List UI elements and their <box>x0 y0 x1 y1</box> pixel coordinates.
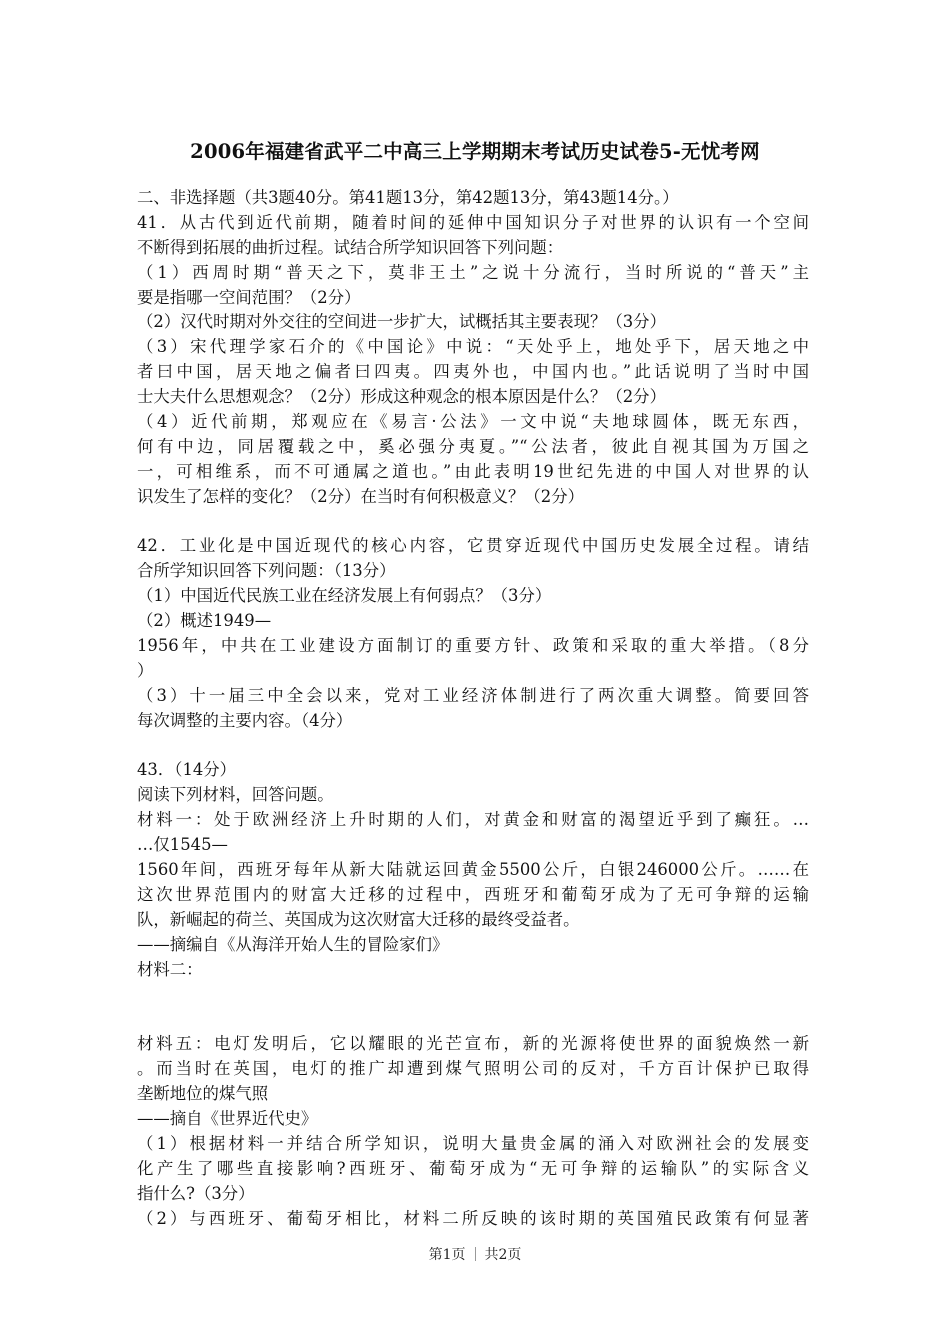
q43-heading: 43．（14分） <box>137 760 237 780</box>
material-5-line-1: 材料五：电灯发明后，它以耀眼的光芒宣布，新的光源将使世界的面貌焕然一新 <box>137 1034 809 1054</box>
document-title: 2006年福建省武平二中高三上学期期末考试历史试卷5-无忧考网 <box>190 140 760 163</box>
paragraph-gap <box>137 510 809 535</box>
section-heading: 二、非选择题（共3题40分。第41题13分，第42题13分，第43题14分。） <box>137 188 679 207</box>
material-1-line-3: 1560年间，西班牙每年从新大陆就运回黄金5500公斤，白银246000公斤。……在 <box>137 860 809 880</box>
page-footer <box>0 1245 950 1265</box>
material-1-line-4: 这次世界范围内的财富大迁移的过程中，西班牙和葡萄牙成为了无可争辩的运输 <box>137 884 809 904</box>
q41-part1-line-2: 要是指哪一空间范围？（2分） <box>137 287 361 307</box>
q41-part4-line-1: （4）近代前期，郑观应在《易言·公法》一文中说“夫地球圆体，既无东西， <box>137 412 809 432</box>
q41-part4-line-2: 何有中边，同居覆载之中，奚必强分夷夏。”“公法者，彼此自视其国为万国之 <box>137 436 809 456</box>
total-pages: 共2页 <box>484 1247 522 1263</box>
q42-part3-line-2: 每次调整的主要内容。（4分） <box>137 710 353 730</box>
material-1-line-5: 队，新崛起的荷兰、英国成为这次财富大迁移的最终受益者。 <box>137 909 580 929</box>
footer-divider <box>475 1247 476 1261</box>
q41-part4-line-3: 一，可相维系，而不可通属之道也。”由此表明19世纪先进的中国人对世界的认 <box>137 461 809 481</box>
q42-stem-line-1: 42．工业化是中国近现代的核心内容，它贯穿近现代中国历史发展全过程。请结 <box>137 536 809 556</box>
q43-part1-line-3: 指什么?（3分） <box>137 1183 255 1203</box>
document-body <box>137 186 809 1231</box>
material-1-line-2: …仅1545— <box>137 835 228 855</box>
q43-part2-line-1: （2）与西班牙、葡萄牙相比，材料二所反映的该时期的英国殖民政策有何显著 <box>137 1208 809 1228</box>
q41-part3-line-3: 士大夫什么思想观念？（2分）形成这种观念的根本原因是什么？（2分） <box>137 387 666 407</box>
q43-part1-line-2: 化产生了哪些直接影响?西班牙、葡萄牙成为“无可争辩的运输队”的实际含义 <box>137 1158 809 1178</box>
q41-stem-line-1: 41．从古代到近代前期，随着时间的延伸中国知识分子对世界的认识有一个空间 <box>137 212 809 232</box>
material-5-source: ——摘自《世界近代史》 <box>137 1108 318 1128</box>
material-1-line-1: 材料一：处于欧洲经济上升时期的人们，对黄金和财富的渴望近乎到了癫狂。… <box>137 810 809 830</box>
q42-part1: （1）中国近代民族工业在经济发展上有何弱点？（3分） <box>137 586 552 606</box>
q42-part2-line-1: （2）概述1949— <box>137 611 272 631</box>
q41-part1-line-1: （1）西周时期“普天之下，莫非王土”之说十分流行，当时所说的“普天”主 <box>137 262 809 282</box>
q41-stem-line-2: 不断得到拓展的曲折过程。试结合所学知识回答下列问题： <box>137 237 564 257</box>
material-2-heading: 材料二： <box>137 959 203 979</box>
q42-part2-line-2: 1956年，中共在工业建设方面制订的重要方针、政策和采取的重大举措。（8分 <box>137 636 809 656</box>
q41-part3-line-2: 者曰中国，居天地之偏者曰四夷。四夷外也，中国内也。”此话说明了当时中国 <box>137 362 809 382</box>
current-page-number: 第1页 <box>428 1247 466 1263</box>
q42-part3-line-1: （3）十一届三中全会以来，党对工业经济体制进行了两次重大调整。简要回答 <box>137 685 809 705</box>
q41-part4-line-4: 识发生了怎样的变化？（2分）在当时有何积极意义？（2分） <box>137 486 585 506</box>
q42-stem-line-2: 合所学知识回答下列问题：（13分） <box>137 561 396 581</box>
paragraph-gap <box>137 734 809 759</box>
q41-part3-line-1: （3）宋代理学家石介的《中国论》中说：“天处乎上，地处乎下，居天地之中 <box>137 337 809 357</box>
q43-part1-line-1: （1）根据材料一并结合所学知识，说明大量贵金属的涌入对欧洲社会的发展变 <box>137 1133 809 1153</box>
q42-part2-line-3: ） <box>137 660 154 680</box>
material-2-blank-space <box>137 983 809 1033</box>
material-1-source: ——摘编自《从海洋开始人生的冒险家们》 <box>137 934 449 954</box>
material-5-line-2: 。而当时在英国，电灯的推广却遭到煤气照明公司的反对，千方百计保护已取得 <box>137 1059 809 1079</box>
q43-instruction: 阅读下列材料，回答问题。 <box>137 785 334 805</box>
q41-part2: （2）汉代时期对外交往的空间进一步扩大，试概括其主要表现？（3分） <box>137 312 666 332</box>
material-5-line-3: 垄断地位的煤气照 <box>137 1084 269 1104</box>
